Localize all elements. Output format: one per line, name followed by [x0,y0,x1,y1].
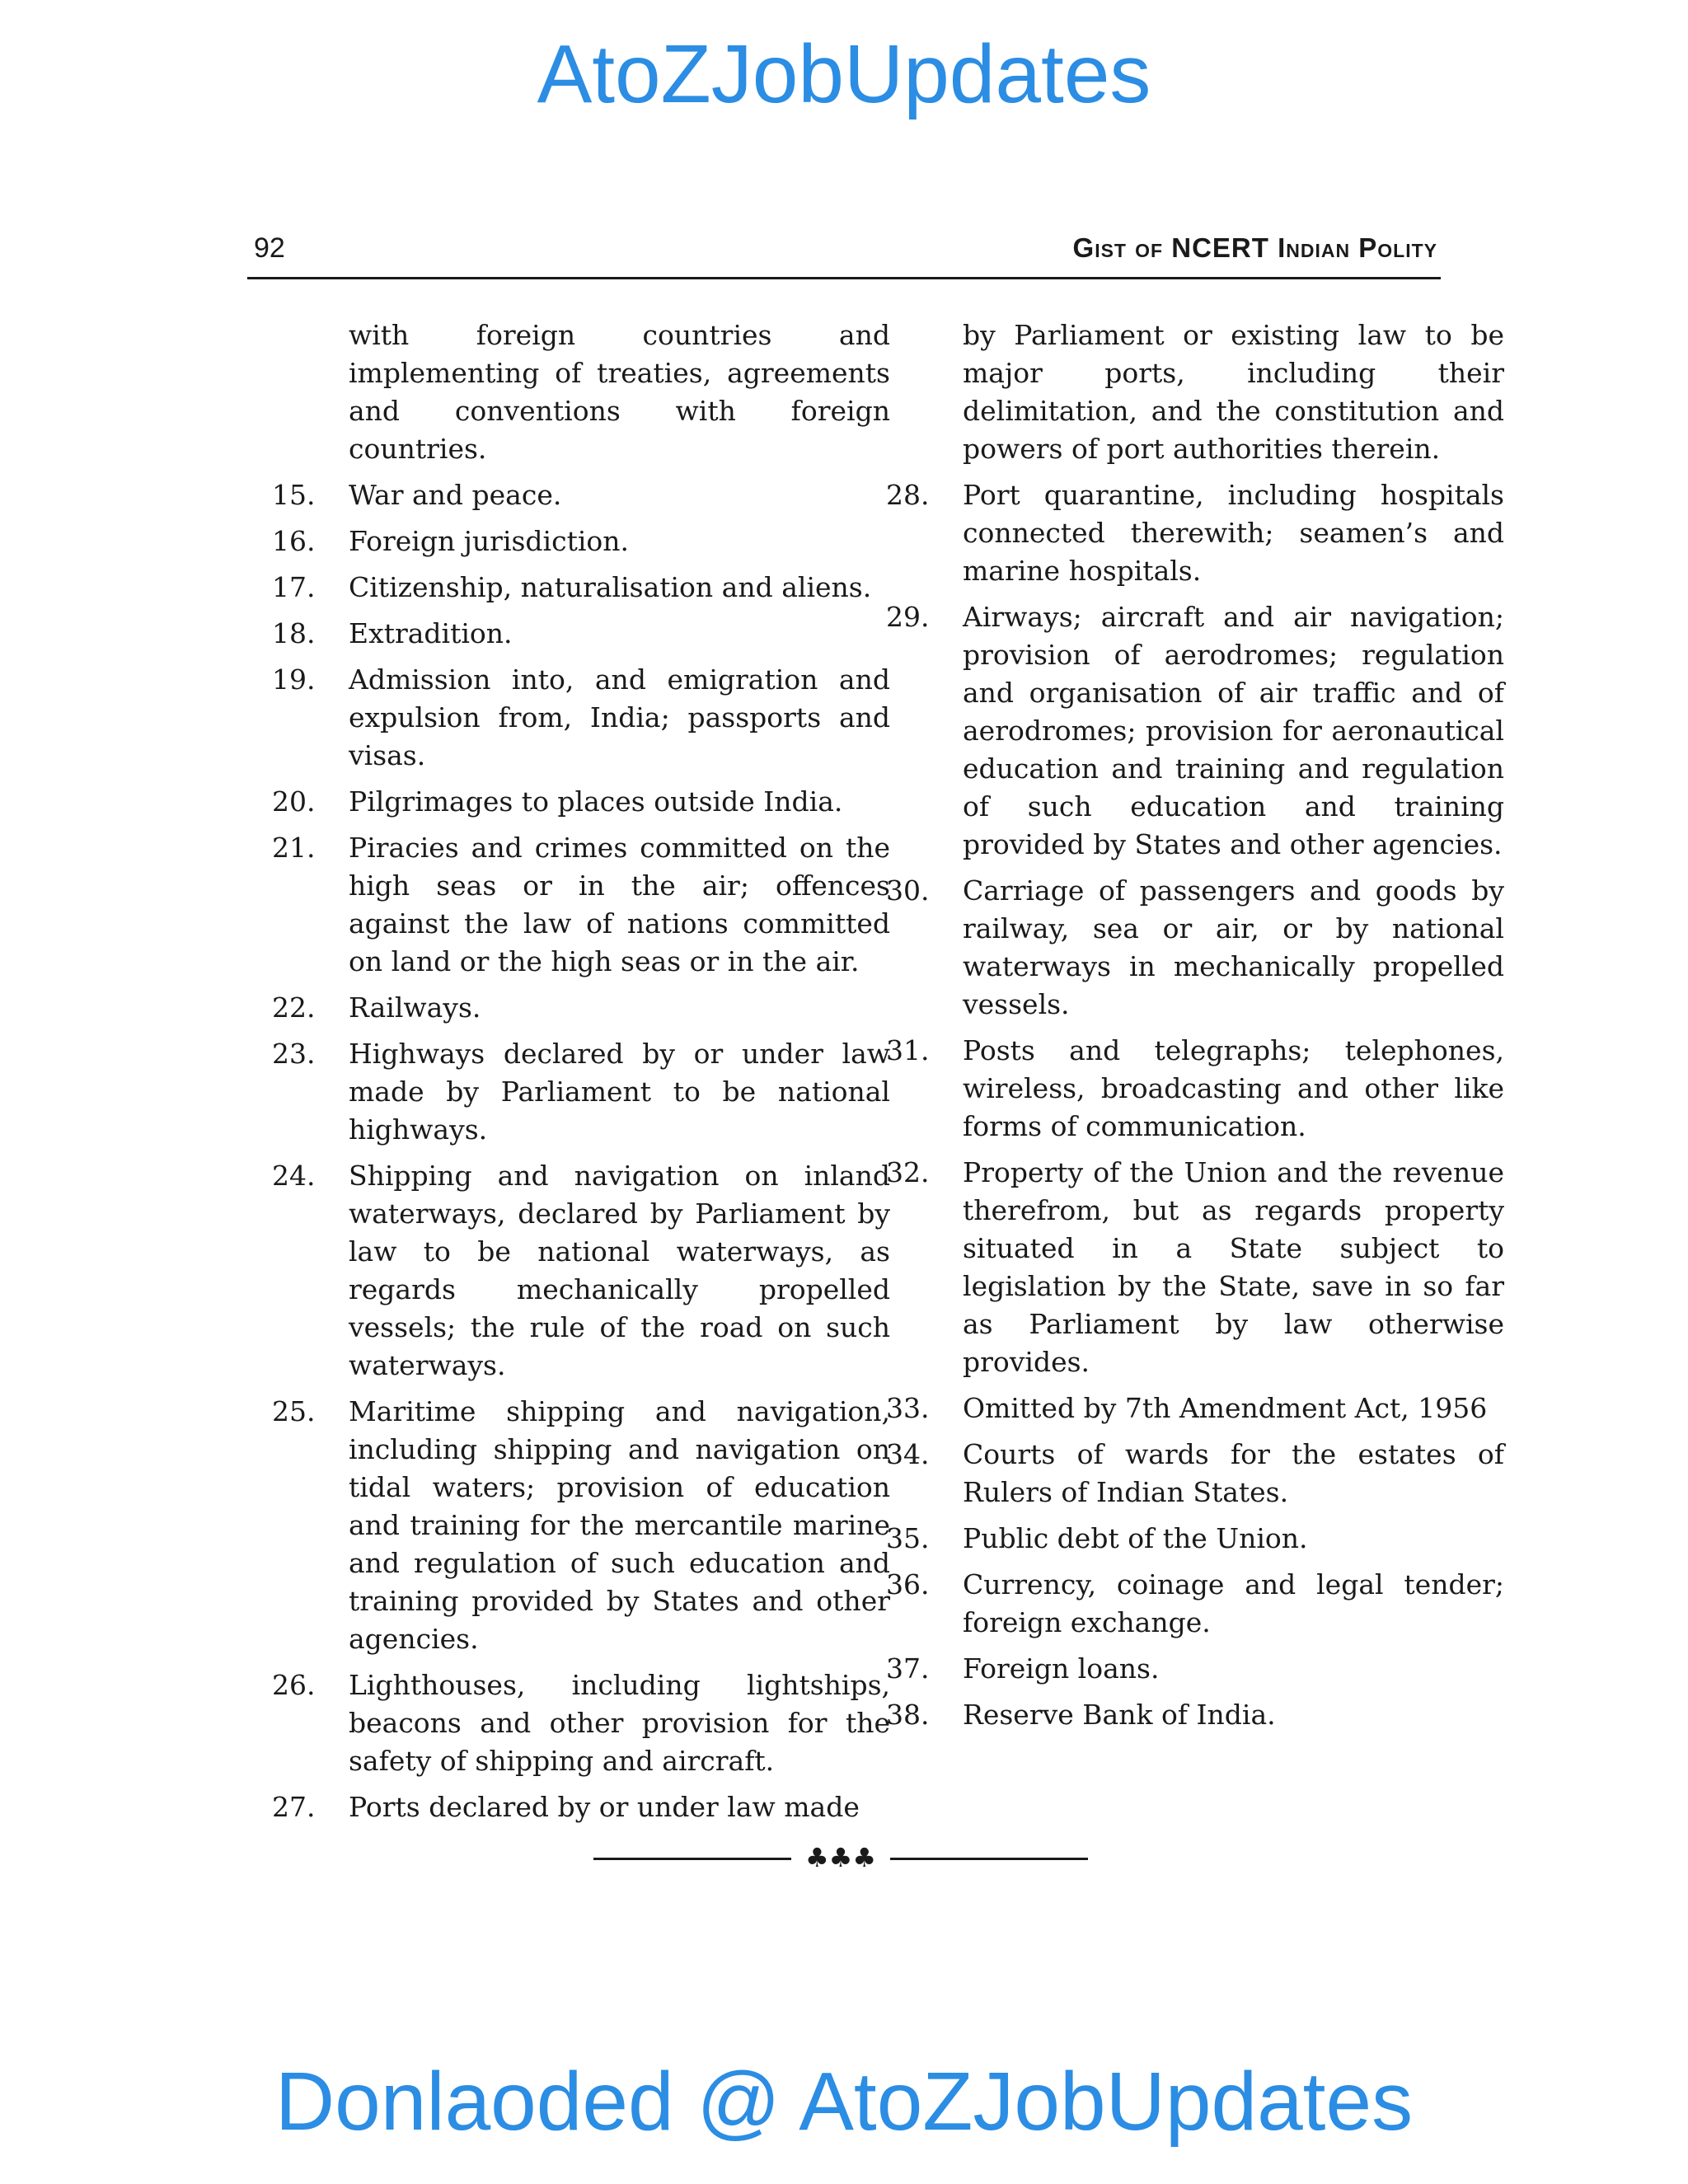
item-text: Carriage of passengers and goods by railway, sea or air, or by national waterways in mechanically propelled vessels. [963,874,1504,1020]
item-number: 18. [272,617,316,649]
item-number: 35. [886,1522,930,1554]
watermark-top: AtoZJobUpdates [537,28,1151,120]
item-text: Lighthouses, including lightships, beacons and other provision for the safety of shipping and aircraft. [349,1669,890,1777]
list-item [272,1035,890,1149]
list-item [886,1436,1504,1511]
item-text: Airways; aircraft and air navigation; provision of aerodromes; regulation and organisation of air traffic and of aerodromes; provision for aeronautical education and training and regulation of such education and training provided by States and other agencies. [963,601,1504,860]
item-number: 15. [272,479,316,511]
item-text: Piracies and crimes committed on the high seas or in the air; offences against the law of nations committed on land or the high seas or in the air. [349,832,890,977]
list-item [886,476,1504,590]
item-text: Currency, coinage and legal tender; foreign exchange. [963,1568,1504,1638]
list-item [886,1696,1504,1734]
list-item-continuation [272,316,890,468]
item-number: 36. [886,1568,930,1601]
list-item [272,569,890,607]
item-number: 37. [886,1652,930,1685]
item-text: Pilgrimages to places outside India. [349,785,843,818]
item-text: Shipping and navigation on inland waterways, declared by Parliament by law to be national waterways, as regards mechanically propelled vessels; the rule of the road on such waterways. [349,1160,890,1381]
list-item [272,829,890,981]
item-number: 23. [272,1038,316,1070]
item-text: Admission into, and emigration and expulsion from, India; passports and visas. [349,663,890,771]
item-number: 16. [272,525,316,557]
item-text: Citizenship, naturalisation and aliens. [349,571,872,603]
item-number: 25. [272,1395,316,1427]
watermark-bottom: Donlaoded @ AtoZJobUpdates [274,2055,1414,2148]
item-text: by Parliament or existing law to be major ports, including their delimitation, and the constitution and powers of port authorities therein. [963,319,1504,465]
item-number: 31. [886,1034,930,1066]
item-number: 32. [886,1156,930,1188]
item-number: 24. [272,1160,316,1192]
item-number: 21. [272,832,316,864]
item-number: 19. [272,663,316,696]
item-text: Highways declared by or under law made by Parliament to be national highways. [349,1038,890,1146]
item-text: Posts and telegraphs; telephones, wireless, broadcasting and other like forms of communication. [963,1034,1504,1142]
item-text: with foreign countries and implementing of treaties, agreements and conventions with foreign countries. [349,319,890,465]
right-column [886,316,1504,1742]
list-item [886,598,1504,864]
page-header [247,229,1441,267]
item-text: Ports declared by or under law made [349,1791,860,1823]
list-item [272,1666,890,1780]
list-item [272,1393,890,1658]
item-number: 20. [272,785,316,818]
list-item [272,615,890,653]
left-column [272,316,890,1835]
item-number: 30. [886,874,930,907]
item-number: 38. [886,1699,930,1731]
item-number: 29. [886,601,930,633]
list-item [272,523,890,560]
item-number: 22. [272,991,316,1024]
header-rule [247,277,1441,279]
list-item [272,1157,890,1385]
list-item [272,661,890,775]
list-item-continuation [886,316,1504,468]
running-title: Gist of NCERT Indian Polity [1072,232,1437,263]
list-item [886,1154,1504,1381]
list-item [886,1650,1504,1688]
end-ornament [593,1841,1088,1874]
list-item [886,872,1504,1024]
list-item [272,1788,890,1826]
list-item [272,783,890,821]
item-number: 17. [272,571,316,603]
item-text: Courts of wards for the estates of Rulers of Indian States. [963,1438,1504,1508]
item-text: Foreign jurisdiction. [349,525,630,557]
item-number: 33. [886,1392,930,1424]
item-text: Maritime shipping and navigation, including shipping and navigation on tidal waters; provision of education and training for the mercantile marine and regulation of such education and training provided by States and other agencies. [349,1395,890,1655]
item-text: Reserve Bank of India. [963,1699,1276,1731]
item-number: 34. [886,1438,930,1470]
page-number: 92 [254,232,285,264]
list-item [272,989,890,1027]
item-text: Public debt of the Union. [963,1522,1308,1554]
list-item [272,476,890,514]
item-text: Property of the Union and the revenue therefrom, but as regards property situated in a State subject to legislation by the State, save in so far as Parliament by law otherwise provides. [963,1156,1504,1378]
list-item [886,1566,1504,1642]
item-text: Omitted by 7th Amendment Act, 1956 [963,1392,1488,1424]
list-item [886,1520,1504,1558]
ornament-rule-right [890,1858,1088,1860]
item-text: War and peace. [349,479,562,511]
list-item [886,1032,1504,1146]
item-text: Extradition. [349,617,513,649]
clubs-icon: ♣♣♣ [804,1842,877,1873]
item-number: 26. [272,1669,316,1701]
item-number: 28. [886,479,930,511]
list-item [886,1390,1504,1427]
item-text: Port quarantine, including hospitals connected therewith; seamen’s and marine hospitals. [963,479,1504,587]
item-text: Foreign loans. [963,1652,1160,1685]
item-number: 27. [272,1791,316,1823]
item-text: Railways. [349,991,481,1024]
